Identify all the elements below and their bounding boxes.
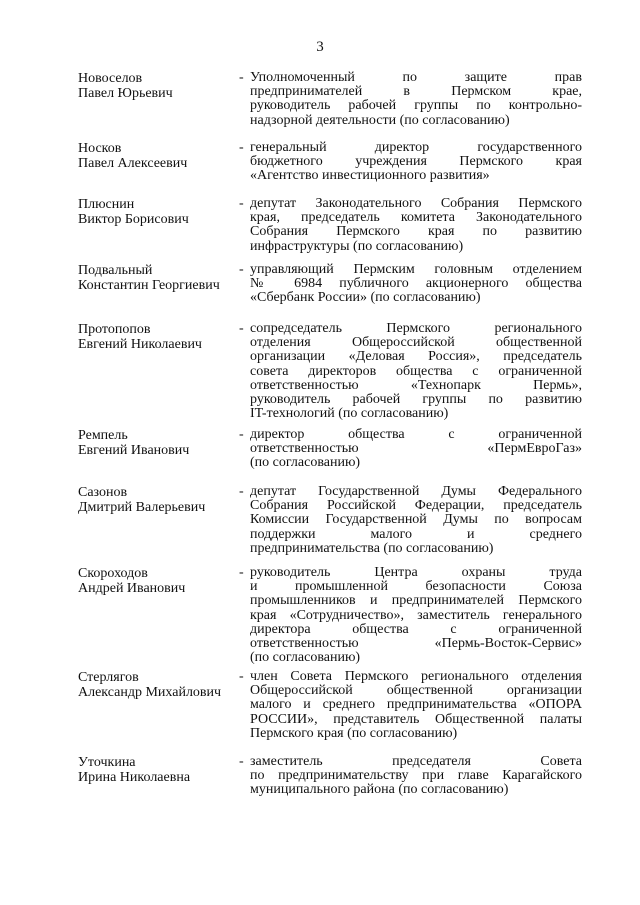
position-line: Собрания Пермского края по развитию xyxy=(250,224,582,240)
member-position xyxy=(250,755,582,798)
member-name xyxy=(78,755,238,785)
entry-dash: - xyxy=(239,321,244,336)
member-surname: Стерлягов xyxy=(78,670,139,685)
member-given-names: Виктор Борисович xyxy=(78,212,189,227)
member-name xyxy=(78,71,238,101)
member-given-names: Евгений Николаевич xyxy=(78,337,202,352)
member-name xyxy=(78,485,238,515)
position-line: предпринимательства (по согласованию) xyxy=(250,540,494,556)
position-line: края «Сотрудничество», заместитель генерального xyxy=(250,607,582,623)
member-given-names: Андрей Иванович xyxy=(78,581,186,596)
position-line: «Агентство инвестиционного развития» xyxy=(250,168,490,184)
position-line: ответственностью «Пермь-Восток-Сервис» xyxy=(250,636,582,652)
member-surname: Плюснин xyxy=(78,197,135,212)
member-position xyxy=(250,322,582,421)
position-line: бюджетного учреждения Пермского края xyxy=(250,154,582,170)
position-line: (по согласованию) xyxy=(250,650,361,666)
position-line: депутат Законодательного Собрания Пермского xyxy=(250,196,582,211)
member-position xyxy=(250,428,582,471)
position-line: поддержки малого и среднего xyxy=(250,526,582,542)
member-name xyxy=(78,197,238,227)
entry-dash: - xyxy=(239,140,244,155)
position-line: № 6984 публичного акционерного общества xyxy=(250,276,582,292)
member-given-names: Павел Юрьевич xyxy=(78,86,173,101)
member-given-names: Евгений Иванович xyxy=(78,443,190,458)
member-surname: Уточкина xyxy=(78,755,136,770)
position-line: малого и среднего предпринимательства «ОПОРА xyxy=(250,697,582,713)
member-name xyxy=(78,263,238,293)
member-surname: Новоселов xyxy=(78,71,143,86)
position-line: Собрания Российской Федерации, председатель xyxy=(250,498,582,514)
position-line: сопредседатель Пермского регионального xyxy=(250,321,582,336)
position-line: директор общества с ограниченной xyxy=(250,427,582,442)
member-position xyxy=(250,670,582,741)
position-line: муниципального района (по согласованию) xyxy=(250,782,509,798)
position-line: директора общества с ограниченной xyxy=(250,621,582,637)
position-line: руководитель Центра охраны труда xyxy=(250,565,582,580)
entry-dash: - xyxy=(239,484,244,499)
position-line: предпринимателей в Пермском крае, xyxy=(250,84,582,100)
position-line: член Совета Пермского регионального отделения xyxy=(250,669,582,684)
entry-dash: - xyxy=(239,262,244,277)
member-name xyxy=(78,670,238,700)
position-line: Общероссийской общественной организации xyxy=(250,683,582,699)
position-line: (по согласованию) xyxy=(250,455,361,471)
position-line: края, председатель комитета Законодательного xyxy=(250,210,582,226)
position-line: промышленников и предпринимателей Пермского xyxy=(250,593,582,609)
position-line: Пермского края (по согласованию) xyxy=(250,725,458,741)
member-given-names: Дмитрий Валерьевич xyxy=(78,500,206,515)
position-line: совета директоров общества с ограниченной xyxy=(250,363,582,379)
member-surname: Ремпель xyxy=(78,428,128,443)
position-line: надзорной деятельности (по согласованию) xyxy=(250,112,510,128)
member-given-names: Павел Алексеевич xyxy=(78,156,188,171)
position-line: руководитель рабочей группы по развитию xyxy=(250,392,582,408)
position-line: генеральный директор государственного xyxy=(250,140,582,155)
position-line: депутат Государственной Думы Федерального xyxy=(250,484,582,499)
member-name xyxy=(78,566,238,596)
member-position xyxy=(250,141,582,184)
entry-dash: - xyxy=(239,196,244,211)
member-surname: Сазонов xyxy=(78,485,128,500)
position-line: управляющий Пермским головным отделением xyxy=(250,262,582,277)
member-name xyxy=(78,141,238,171)
position-line: руководитель рабочей группы по контрольно- xyxy=(250,98,582,114)
position-line: IT-технологий (по согласованию) xyxy=(250,406,449,422)
position-line: РОССИИ», представитель Общественной палаты xyxy=(250,711,582,727)
member-name xyxy=(78,322,238,352)
position-line: ответственностью «ПермЕвроГаз» xyxy=(250,441,582,457)
position-line: ответственностью «Технопарк Пермь», xyxy=(250,377,582,393)
position-line: отделения Общероссийской общественной xyxy=(250,335,582,351)
member-surname: Скороходов xyxy=(78,566,148,581)
member-given-names: Константин Георгиевич xyxy=(78,278,220,293)
member-given-names: Александр Михайлович xyxy=(78,685,222,700)
position-line: организации «Деловая Россия», председатель xyxy=(250,349,582,365)
member-position xyxy=(250,197,582,254)
position-line: Комиссии Государственной Думы по вопросам xyxy=(250,512,582,528)
page-number: 3 xyxy=(316,39,324,55)
entry-dash: - xyxy=(239,669,244,684)
member-given-names: Ирина Николаевна xyxy=(78,770,191,785)
member-position xyxy=(250,71,582,128)
entry-dash: - xyxy=(239,565,244,580)
member-position xyxy=(250,263,582,306)
position-line: заместитель председателя Совета xyxy=(250,754,582,769)
member-position xyxy=(250,566,582,665)
entry-dash: - xyxy=(239,754,244,769)
position-line: Уполномоченный по защите прав xyxy=(250,70,582,85)
member-surname: Протопопов xyxy=(78,322,151,337)
position-line: «Сбербанк России» (по согласованию) xyxy=(250,290,481,306)
member-position xyxy=(250,485,582,556)
position-line: инфраструктуры (по согласованию) xyxy=(250,238,464,254)
entry-dash: - xyxy=(239,427,244,442)
position-line: по предпринимательству при главе Карагайского xyxy=(250,768,582,784)
entry-dash: - xyxy=(239,70,244,85)
member-surname: Носков xyxy=(78,141,122,156)
position-line: и промышленной безопасности Союза xyxy=(250,579,582,595)
member-name xyxy=(78,428,238,458)
member-surname: Подвальный xyxy=(78,263,153,278)
